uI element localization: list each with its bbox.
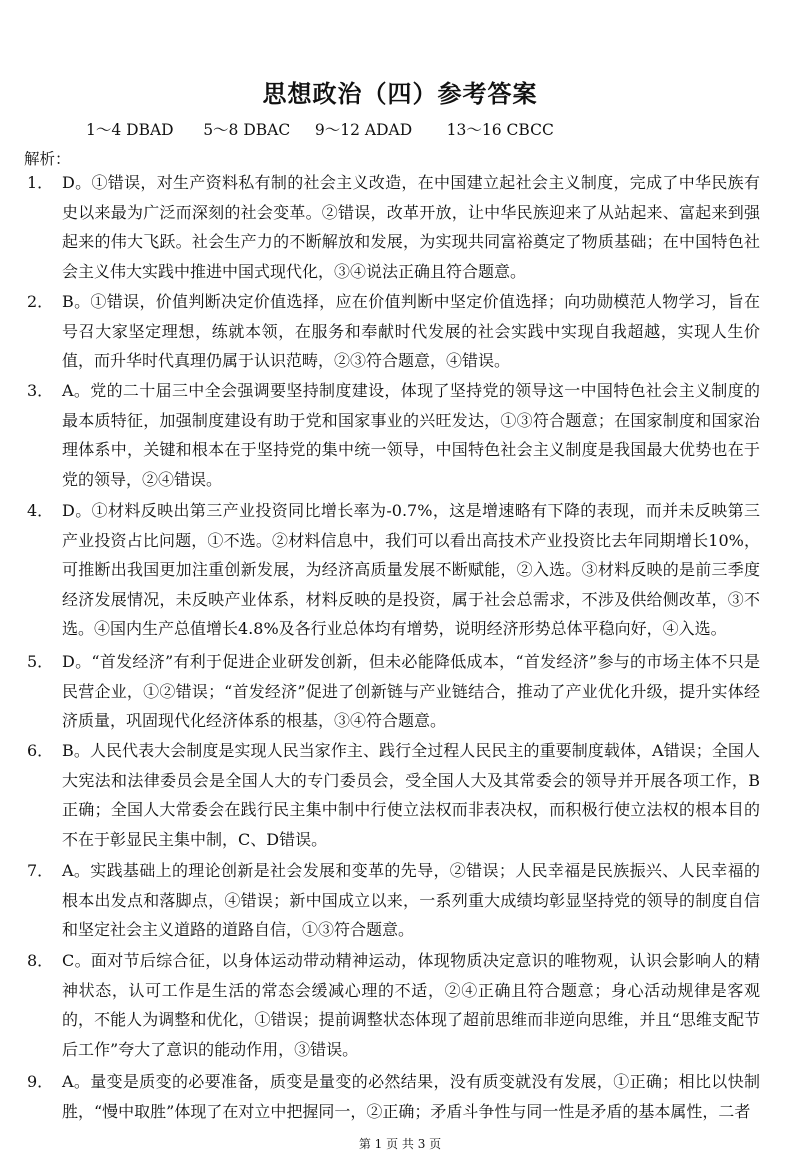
item-number: 8． bbox=[27, 951, 54, 970]
answer-keys: DBAD bbox=[126, 121, 174, 139]
item-text: D。“首发经济”有利于促进企业研发创新，但未必能降低成本，“首发经济”参与的市场主体不只是民营企业，①②错误；“首发经济”促进了创新链与产业链结合，推动了产业优化升级，提升实体经济质量，巩固现代化经济体系的根基，③④符合题意。 bbox=[62, 652, 760, 730]
item-text: A。量变是质变的必要准备，质变是量变的必然结果，没有质变就没有发展，①正确；相比以快制胜，“慢中取胜”体现了在对立中把握同一，②正确；矛盾斗争性与同一性是矛盾的基本属性，二者 bbox=[62, 1072, 760, 1121]
answer-key-row bbox=[86, 118, 554, 140]
analysis-label: 解析： bbox=[24, 150, 71, 168]
page-title: 思想政治（四）参考答案 bbox=[262, 80, 538, 108]
page-footer: 第 1 页 共 3 页 bbox=[358, 1137, 442, 1151]
answer-range: 13～16 bbox=[446, 121, 502, 139]
answer-range: 9～12 bbox=[314, 121, 360, 139]
item-text: B。①错误，价值判断决定价值选择，应在价值判断中坚定价值选择；向功勋模范人物学习，旨在号召大家坚定理想，练就本领，在服务和奉献时代发展的社会实践中实现自我超越，实现人生价值，而升华时代真理仍属于认识范畴，②③符合题意，④错误。 bbox=[62, 292, 760, 370]
answer-range: 1～4 bbox=[86, 121, 122, 139]
item-number: 6． bbox=[27, 741, 54, 760]
item-text: D。①错误，对生产资料私有制的社会主义改造，在中国建立起社会主义制度，完成了中华民族有史以来最为广泛而深刻的社会变革。②错误，改革开放，让中华民族迎来了从站起来、富起来到强起来的伟大飞跃。社会生产力的不断解放和发展，为实现共同富裕奠定了物质基础；在中国特色社会主义伟大实践中推进中国式现代化，③④说法正确且符合题意。 bbox=[62, 173, 760, 281]
item-text: D。①材料反映出第三产业投资同比增长率为-0.7%，这是增速略有下降的表现，而并未反映第三产业投资占比问题，①不选。②材料信息中，我们可以看出高技术产业投资比去年同期增长10%，可推断出我国更加注重创新发展，为经济高质量发展不断赋能，②入选。③材料反映的是前三季度经济发展情况，未反映产业体系，材料反映的是投资，属于社会总需求，不涉及供给侧改革，③不选。④国内生产总值增长4.8%及各行业总体均有增势，说明经济形势总体平稳向好，④入选。 bbox=[62, 501, 760, 638]
item-number: 2． bbox=[27, 292, 54, 311]
item-number: 3． bbox=[27, 381, 54, 400]
item-text: A。党的二十届三中全会强调要坚持制度建设，体现了坚持党的领导这一中国特色社会主义制度的最本质特征，加强制度建设有助于党和国家事业的兴旺发达，①③符合题意；在国家制度和国家治理体系中，关键和根本在于坚持党的集中统一领导，中国特色社会主义制度是我国最大优势也在于党的领导，②④错误。 bbox=[62, 381, 760, 489]
item-text: B。人民代表大会制度是实现人民当家作主、践行全过程人民民主的重要制度载体，A错误；全国人大宪法和法律委员会是全国人大的专门委员会，受全国人大及其常委会的领导并开展各项工作，B正确；全国人大常委会在践行民主集中制中行使立法权而非表决权，而积极行使立法权的根本目的不在于彰显民主集中制，C、D错误。 bbox=[62, 741, 760, 849]
answer-keys: CBCC bbox=[506, 121, 554, 139]
item-number: 1． bbox=[27, 173, 54, 192]
item-number: 7． bbox=[27, 861, 54, 880]
answer-range: 5～8 bbox=[203, 121, 239, 139]
answer-keys: ADAD bbox=[364, 121, 413, 139]
item-number: 9． bbox=[27, 1072, 54, 1091]
item-number: 5． bbox=[27, 652, 54, 671]
item-text: C。面对节后综合征，以身体运动带动精神运动，体现物质决定意识的唯物观，认识会影响人的精神状态，认可工作是生活的常态会缓减心理的不适，②④正确且符合题意；身心活动规律是客观的，不能人为调整和优化，①错误；提前调整状态体现了超前思维而非逆向思维，并且“思维支配节后工作”夸大了意识的能动作用，③错误。 bbox=[62, 951, 760, 1059]
item-number: 4． bbox=[27, 501, 54, 520]
answer-keys: DBAC bbox=[243, 121, 291, 139]
item-text: A。实践基础上的理论创新是社会发展和变革的先导，②错误；人民幸福是民族振兴、人民幸福的根本出发点和落脚点，④错误；新中国成立以来，一系列重大成绩均彰显坚持党的领导的制度自信和坚定社会主义道路的道路自信，①③符合题意。 bbox=[62, 861, 760, 939]
